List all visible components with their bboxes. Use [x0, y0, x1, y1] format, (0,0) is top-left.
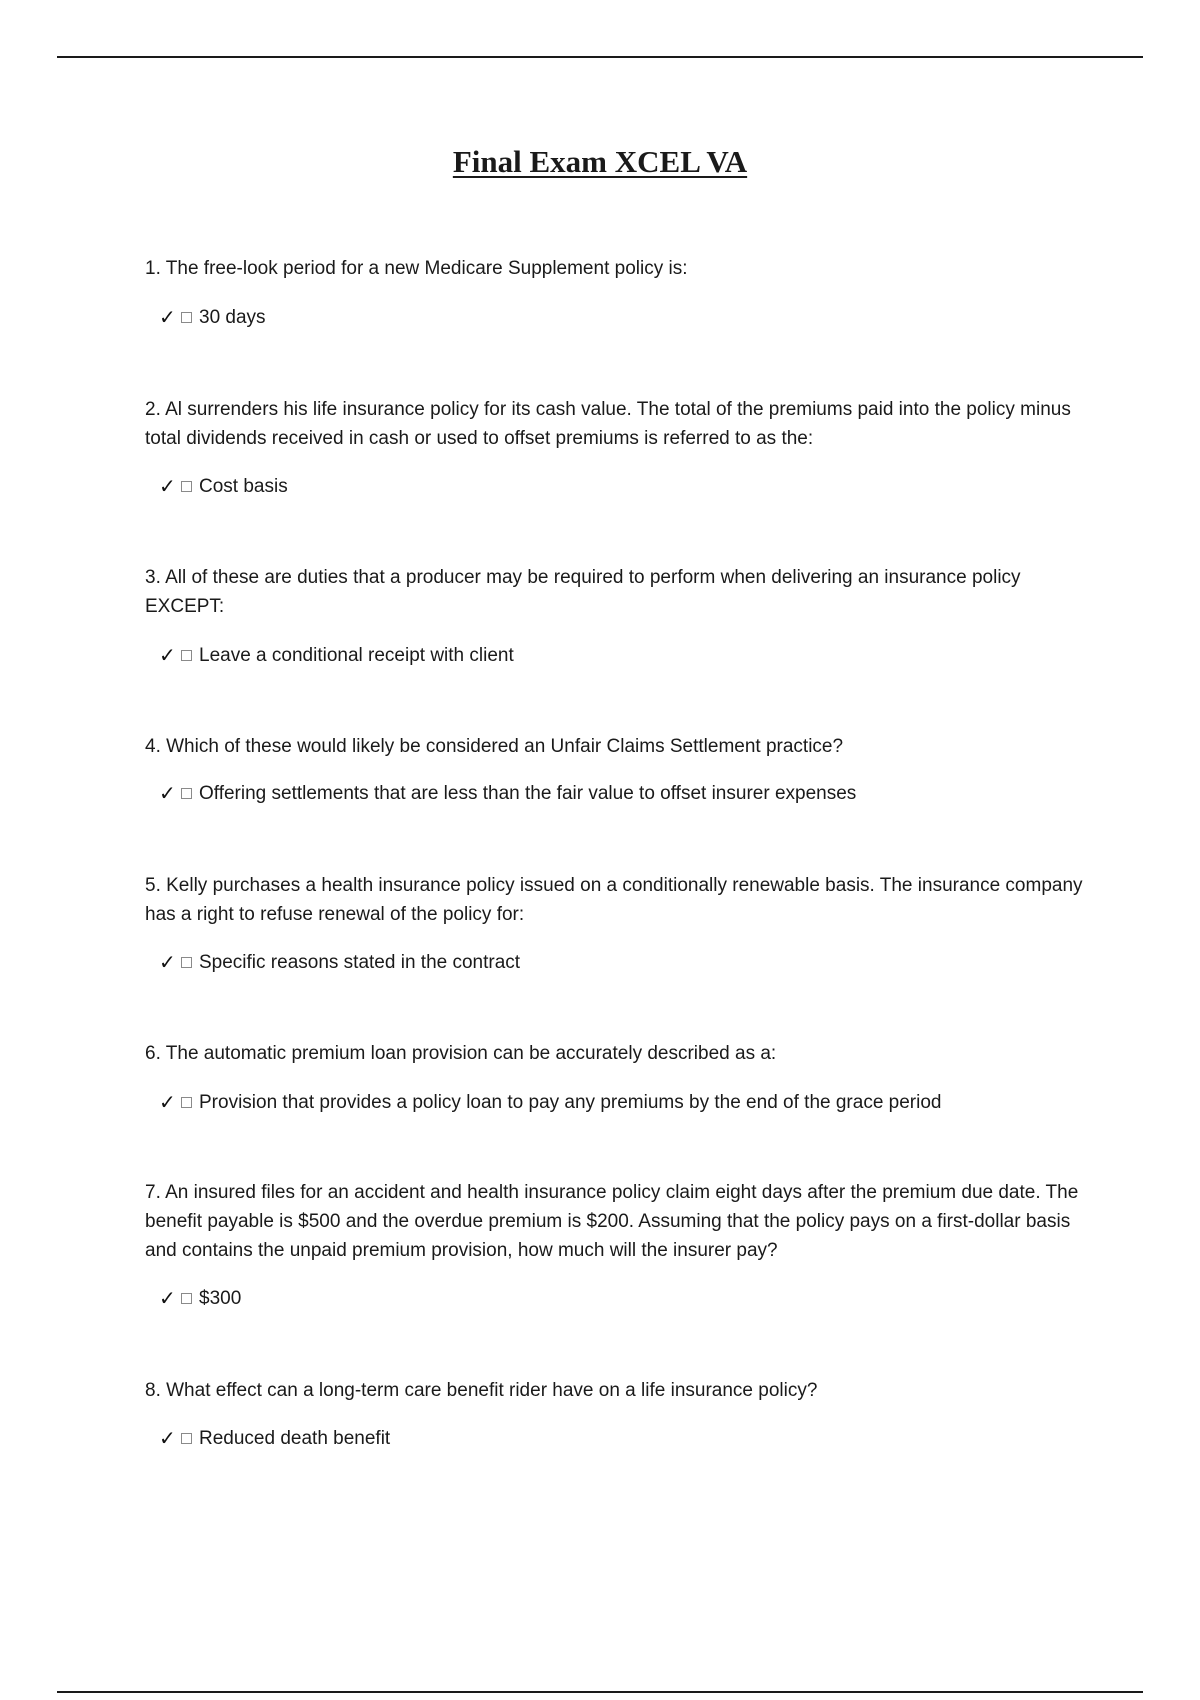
question-7: 7. An insured files for an accident and health insurance policy claim eight days after the premium due date. The benefit payable is $500 and the overdue premium is $200. Assuming that the policy pays on a first-dollar basis and contains the unpaid premium provision, how much will the insurer pay?: [145, 1182, 1079, 1261]
answer-6: [159, 1088, 941, 1117]
checkbox-icon: [181, 312, 192, 323]
answer-8: [159, 1424, 390, 1453]
answer-6-text: Provision that provides a policy loan to pay any premiums by the end of the grace period: [199, 1092, 942, 1113]
check-icon: ✓: [159, 643, 176, 667]
check-icon: ✓: [159, 474, 176, 498]
question-4: 4. Which of these would likely be considered an Unfair Claims Settlement practice?: [145, 736, 844, 757]
question-5: 5. Kelly purchases a health insurance policy issued on a conditionally renewable basis. The insurance company has a right to refuse renewal of the policy for:: [145, 875, 1083, 925]
question-8: 8. What effect can a long-term care benefit rider have on a life insurance policy?: [145, 1380, 818, 1401]
answer-3: [159, 641, 514, 670]
answer-5-text: Specific reasons stated in the contract: [199, 952, 521, 973]
checkbox-icon: [181, 957, 192, 968]
header-rule: [57, 56, 1143, 58]
checkbox-icon: [181, 1433, 192, 1444]
page-title: Final Exam XCEL VA: [452, 144, 748, 179]
checkbox-icon: [181, 788, 192, 799]
answer-4: [159, 779, 856, 808]
answer-7: [159, 1284, 241, 1313]
check-icon: ✓: [159, 305, 176, 329]
answer-1-text: 30 days: [199, 307, 266, 328]
question-1: 1. The free-look period for a new Medicare Supplement policy is:: [145, 258, 688, 279]
answer-4-text: Offering settlements that are less than the fair value to offset insurer expenses: [199, 783, 857, 804]
question-3: 3. All of these are duties that a producer may be required to perform when delivering an insurance policy EXCEPT:: [145, 567, 1021, 617]
check-icon: ✓: [159, 1426, 176, 1450]
checkbox-icon: [181, 481, 192, 492]
checkbox-icon: [181, 1097, 192, 1108]
answer-5: [159, 948, 520, 977]
answer-3-text: Leave a conditional receipt with client: [199, 645, 514, 666]
check-icon: ✓: [159, 781, 176, 805]
footer-rule: [57, 1691, 1143, 1693]
check-icon: ✓: [159, 1090, 176, 1114]
answer-7-text: $300: [199, 1288, 242, 1309]
checkbox-icon: [181, 650, 192, 661]
question-2: 2. Al surrenders his life insurance policy for its cash value. The total of the premiums paid into the policy minus total dividends received in cash or used to offset premiums is referred to as the:: [145, 399, 1071, 449]
answer-1: [159, 303, 266, 332]
check-icon: ✓: [159, 950, 176, 974]
answer-8-text: Reduced death benefit: [199, 1428, 391, 1449]
answer-2: [159, 472, 288, 501]
question-6: 6. The automatic premium loan provision can be accurately described as a:: [145, 1043, 777, 1064]
check-icon: ✓: [159, 1286, 176, 1310]
answer-2-text: Cost basis: [199, 476, 288, 497]
checkbox-icon: [181, 1293, 192, 1304]
